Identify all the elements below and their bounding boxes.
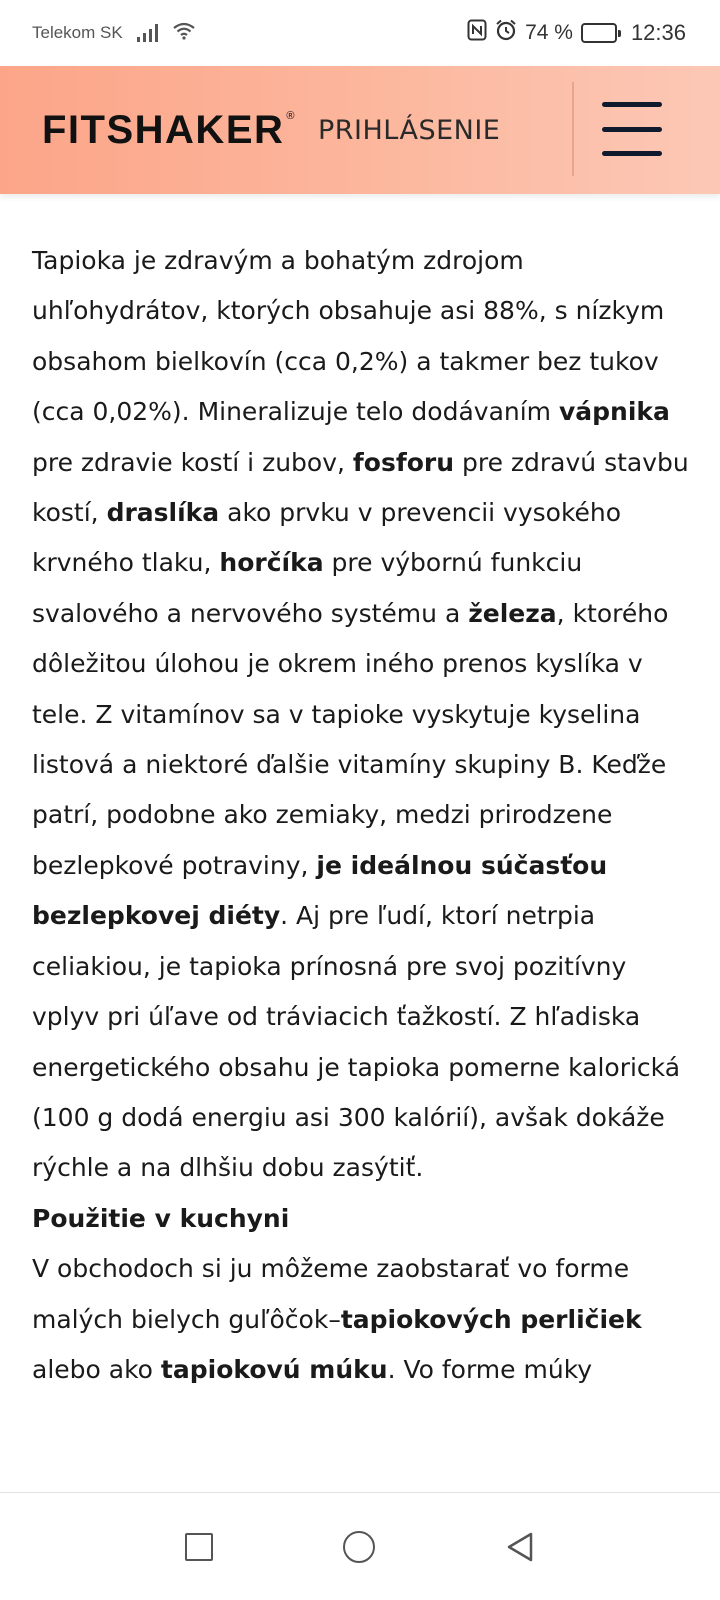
text-run: . Vo forme múky [387, 1354, 593, 1384]
back-icon[interactable] [505, 1531, 535, 1563]
battery-percent: 74 % [525, 21, 573, 44]
text-run: alebo ako [32, 1354, 161, 1384]
battery-icon [581, 23, 617, 43]
text-run: Tapioka je zdravým a bohatým zdrojom uhľohydrátov, ktorých obsahuje asi 88%, s nízkym obsahom bielkovín (cca 0,2%) a takmer bez tukov (cca 0,02%). Mineralizuje telo dodávaním [32, 246, 665, 427]
status-bar [0, 0, 720, 66]
article-paragraph [32, 194, 692, 1194]
home-icon[interactable] [343, 1531, 375, 1563]
recent-apps-icon[interactable] [185, 1533, 213, 1561]
text-run: . Aj pre ľudí, ktorí netrpia celiakiou, je tapioka prínosná pre svoj pozitívny vplyv pri úľave od tráviacich ťažkostí. Z hľadiska energetického obsahu je tapioka pomerne kalorická (100 g dodá energiu asi 300 kalórií), avšak dokáže rýchle a na dlhšiu dobu zasýtiť. [32, 901, 681, 1183]
nfc-icon [467, 19, 487, 47]
text-run: pre zdravie kostí i zubov, [32, 447, 353, 477]
clock: 12:36 [630, 20, 686, 45]
bold-calcium: vápnika [558, 397, 670, 427]
registered-mark: ® [286, 109, 296, 122]
bold-tapioca-flour: tapiokovú múku [160, 1354, 388, 1384]
header-divider [572, 82, 574, 176]
alarm-icon [495, 19, 517, 47]
text-run: , ktorého dôležitou úlohou je okrem iného prenos kyslíka v tele. Z vitamínov sa v tapioke vyskytuje kyselina listová a niektoré ďalšie vitamíny skupiny B. Keďže patrí, podobne ako zemiaky, medzi prirodzene bezlepkové potraviny, [32, 598, 669, 880]
site-header [0, 66, 720, 194]
text-run: ako prvku v prevencii vysokého krvného tlaku, [32, 498, 622, 578]
article-body [32, 194, 692, 1395]
fitshaker-logo[interactable] [42, 108, 296, 153]
text-run: V obchodoch si ju môžeme zaobstarať vo forme malých bielych guľôčok– [32, 1254, 630, 1334]
bold-gluten-free: je ideálnou súčasťou bezlepkovej diéty [32, 850, 608, 931]
bold-potassium: draslíka [106, 498, 220, 528]
wifi-icon [172, 22, 196, 45]
text-run: pre zdravú stavbu kostí, [32, 447, 689, 528]
bold-tapioca-pearls: tapiokových perličiek [340, 1304, 642, 1334]
bold-phosphorus: fosforu [352, 447, 455, 477]
carrier-name: Telekom SK [32, 23, 123, 42]
bold-iron: železa [468, 598, 557, 628]
bold-magnesium: horčíka [219, 548, 324, 578]
text-run: pre výbornú funkciu svalového a nervového systému a [32, 548, 583, 628]
hamburger-menu-icon[interactable] [602, 102, 662, 156]
signal-icon [137, 24, 158, 42]
article-paragraph [32, 1244, 692, 1395]
logo-text: FITSHAKER [42, 107, 285, 152]
system-nav-bar [0, 1492, 720, 1600]
section-heading: Použitie v kuchyni [32, 1203, 290, 1233]
login-link[interactable]: PRIHLÁSENIE [318, 114, 501, 146]
